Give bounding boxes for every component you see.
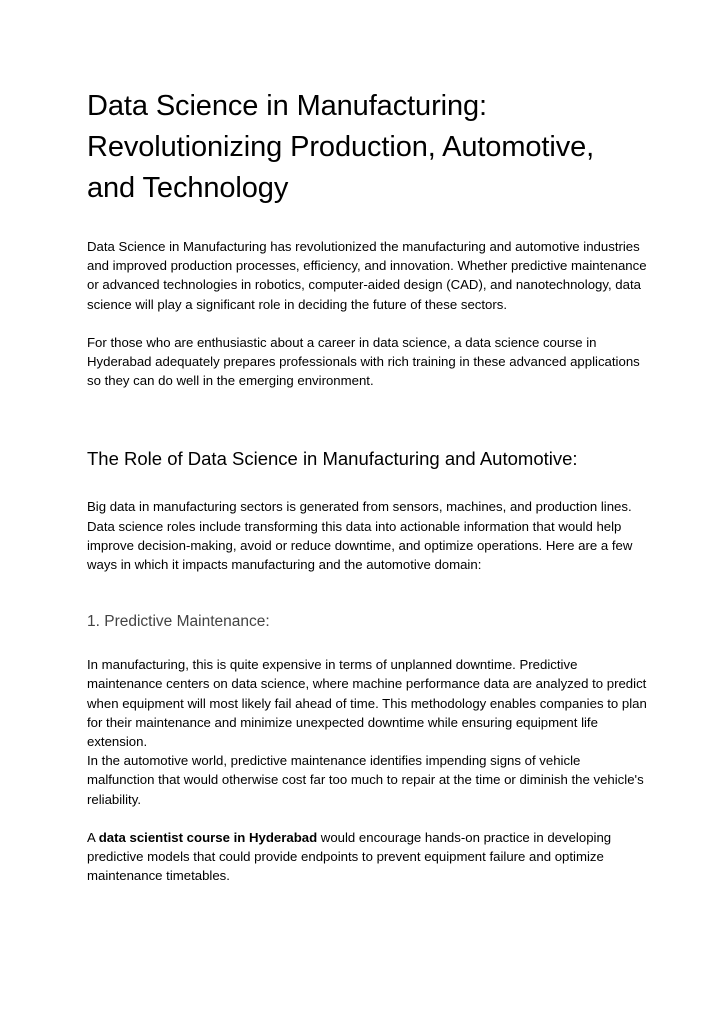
intro-paragraph-2: For those who are enthusiastic about a career in data science, a data science course in Hyderabad adequately prepares professionals with rich training in these advanced applications so they can do well in the emerging environment.: [87, 334, 640, 389]
subsection-paragraph-1: In manufacturing, this is quite expensive in terms of unplanned downtime. Predictive maintenance centers on data science, where machine performance data are analyzed to predict when equipment will most likely fail ahead of time. This methodology enables companies to plan for their maintenance and minimize unexpected downtime while ensuring equipment life extension.: [87, 657, 647, 750]
section-heading: The Role of Data Science in Manufacturing and Automotive:: [87, 448, 578, 470]
section-paragraph: Big data in manufacturing sectors is generated from sensors, machines, and production lines. Data science roles include transforming this data into actionable information that would help improve decision-making, avoid or reduce downtime, and optimize operations. Here are a few ways in which it impacts manufacturing and the automotive domain:: [87, 499, 633, 573]
subsection-heading: 1. Predictive Maintenance:: [87, 613, 270, 631]
final-paragraph: [87, 828, 647, 886]
document-body: [87, 86, 647, 885]
final-paragraph-prefix: A: [87, 829, 99, 845]
final-paragraph-suffix: would encourage hands-on practice in developing predictive models that could provide endpoints to prevent equipment failure and optimize maintenance timetables.: [87, 829, 612, 884]
intro-paragraph-1: Data Science in Manufacturing has revolutionized the manufacturing and automotive industries and improved production processes, efficiency, and innovation. Whether predictive maintenance or advanced technologies in robotics, computer-aided design (CAD), and nanotechnology, data science will play a significant role in deciding the future of these sectors.: [87, 239, 647, 312]
course-link-text: data scientist course in Hyderabad: [98, 829, 318, 845]
document-title: Data Science in Manufacturing: Revolutionizing Production, Automotive, and Technology: [87, 90, 595, 204]
subsection-paragraph-2: In the automotive world, predictive maintenance identifies impending signs of vehicle malfunction that would otherwise cost far too much to repair at the time or diminish the vehicle's reliability.: [87, 753, 644, 807]
